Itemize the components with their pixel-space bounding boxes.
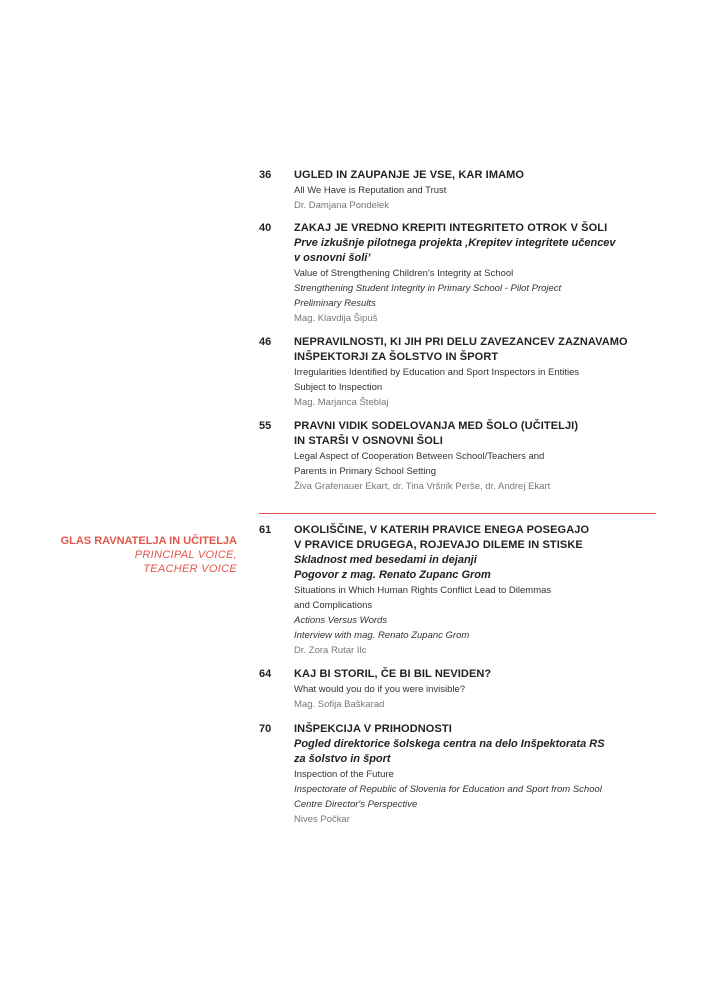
entry-subtitle: Pogled direktorice šolskega centra na delo Inšpektorata RS (294, 738, 605, 750)
section-heading (17, 535, 237, 576)
entry-english-subtitle: Strengthening Student Integrity in Primary School - Pilot Project (294, 283, 562, 294)
entry-title: INŠPEKTORJI ZA ŠOLSTVO IN ŠPORT (294, 351, 499, 363)
entry-title: PRAVNI VIDIK SODELOVANJA MED ŠOLO (UČITELJI) (294, 420, 579, 432)
entry-english-title: All We Have is Reputation and Trust (294, 185, 447, 196)
entry-author: Dr. Zora Rutar Ilc (294, 645, 367, 656)
entry-english-title: Irregularities Identified by Education and Sport Inspectors in Entities (294, 367, 580, 378)
entry-english-title: Parents in Primary School Setting (294, 466, 437, 477)
entry-title: INŠPEKCIJA V PRIHODNOSTI (294, 723, 452, 735)
entry-subtitle: za šolstvo in šport (294, 753, 391, 765)
page-number: 55 (259, 420, 272, 432)
entry-author: Mag. Sofija Baškarad (294, 699, 385, 710)
entry-title: V PRAVICE DRUGEGA, ROJEVAJO DILEME IN STISKE (294, 539, 583, 551)
entry-english-subtitle: Interview with mag. Renato Zupanc Grom (294, 630, 470, 641)
entry-title: UGLED IN ZAUPANJE JE VSE, KAR IMAMO (294, 169, 525, 181)
entry-content (294, 419, 659, 494)
entry-english-title: Legal Aspect of Cooperation Between School/Teachers and (294, 451, 545, 462)
entry-subtitle: Prve izkušnje pilotnega projekta ‚Krepitev integritete učencev (294, 237, 616, 249)
entry-english-title: Situations in Which Human Rights Conflict Lead to Dilemmas (294, 585, 552, 596)
entry-subtitle: Skladnost med besedami in dejanji (294, 554, 477, 566)
entry-subtitle: v osnovni šoli’ (294, 252, 371, 264)
section-title: GLAS RAVNATELJA IN UČITELJA (60, 535, 237, 547)
page-number: 36 (259, 169, 272, 181)
page-number: 61 (259, 524, 272, 536)
section-divider (259, 513, 656, 514)
entry-author: Dr. Damjana Pondelek (294, 200, 390, 211)
entry-english-title: What would you do if you were invisible? (294, 684, 466, 695)
entry-content (294, 221, 659, 326)
entry-content (294, 168, 659, 213)
entry-title: IN STARŠI V OSNOVNI ŠOLI (294, 435, 443, 447)
entry-subtitle: Pogovor z mag. Renato Zupanc Grom (294, 569, 491, 581)
page-number: 46 (259, 336, 272, 348)
entry-content (294, 667, 659, 712)
entry-english-title: and Complications (294, 600, 373, 611)
entry-author: Živa Grafenauer Ekart, dr. Tina Vršnik Perše, dr. Andrej Ekart (294, 481, 551, 492)
entry-english-subtitle: Preliminary Results (294, 298, 376, 309)
entry-author: Mag. Klavdija Šipuš (294, 313, 378, 324)
entry-title: ZAKAJ JE VREDNO KREPITI INTEGRITETO OTROK V ŠOLI (294, 222, 608, 234)
entry-author: Mag. Marjanca Šteblaj (294, 397, 389, 408)
page-number: 70 (259, 723, 272, 735)
entry-title: NEPRAVILNOSTI, KI JIH PRI DELU ZAVEZANCEV ZAZNAVAMO (294, 336, 628, 348)
entry-title: OKOLIŠČINE, V KATERIH PRAVICE ENEGA POSEGAJO (294, 524, 590, 536)
entry-english-subtitle: Centre Director's Perspective (294, 799, 418, 810)
entry-english-title: Inspection of the Future (294, 769, 394, 780)
entry-english-title: Value of Strengthening Children's Integrity at School (294, 268, 514, 279)
entry-author: Nives Počkar (294, 814, 350, 825)
section-subtitle-line-1: PRINCIPAL VOICE, (134, 549, 237, 561)
entry-content (294, 523, 659, 658)
entry-english-subtitle: Actions Versus Words (294, 615, 388, 626)
entry-content (294, 722, 659, 827)
entry-english-title: Subject to Inspection (294, 382, 383, 393)
entry-title: KAJ BI STORIL, ČE BI BIL NEVIDEN? (294, 668, 492, 680)
entry-english-subtitle: Inspectorate of Republic of Slovenia for Education and Sport from School (294, 784, 602, 795)
entry-content (294, 335, 659, 410)
section-subtitle-line-2: TEACHER VOICE (143, 563, 237, 575)
page-number: 40 (259, 222, 272, 234)
page-number: 64 (259, 668, 272, 680)
